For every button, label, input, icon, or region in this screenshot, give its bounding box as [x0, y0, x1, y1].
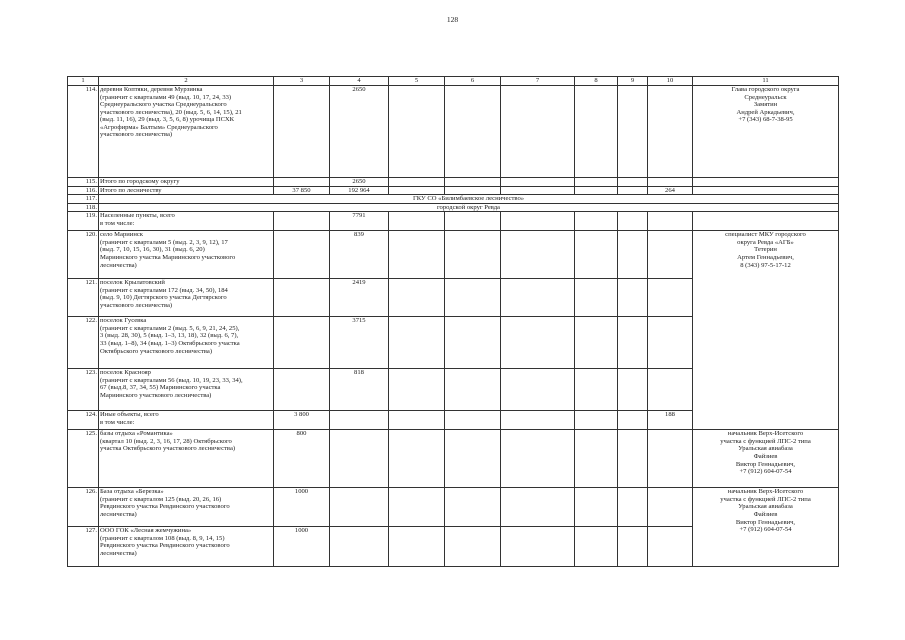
cell-4: 3715: [330, 317, 389, 369]
row-name: поселок Крылатовский (граничит с кварталами 172 (выд. 34, 50), 184 (выд. 9, 10) Дегтярского участка Дегтярского участкового лесничества): [99, 279, 274, 317]
cell-6: [445, 212, 501, 231]
row-name: ООО ГОК «Лесная жемчужина» (граничит с кварталом 108 (выд. 8, 9, 14, 15) Ревдинского участка Ревдинского участкового лесничества): [99, 527, 274, 567]
cell-9: [618, 212, 648, 231]
cell-9: [618, 411, 648, 430]
cell-7: [501, 212, 575, 231]
cell-4: 818: [330, 369, 389, 411]
cell-4: 7791: [330, 212, 389, 231]
cell-4: [330, 430, 389, 488]
table-row: [68, 231, 839, 279]
cell-10: [648, 527, 693, 567]
cell-8: [575, 369, 618, 411]
row-name: Населенные пункты, всего в том числе:: [99, 212, 274, 231]
cell-9: [618, 86, 648, 178]
cell-8: [575, 488, 618, 527]
cell-4: 2419: [330, 279, 389, 317]
table-row: [68, 430, 839, 488]
cell-5: [389, 411, 445, 430]
cell-6: [445, 430, 501, 488]
cell-4: 2650: [330, 178, 389, 187]
cell-8: [575, 317, 618, 369]
table-row: [68, 488, 839, 527]
header-cell: 7: [501, 77, 575, 86]
row-number: 114.: [68, 86, 99, 178]
cell-3: 1000: [274, 527, 330, 567]
cell-7: [501, 186, 575, 195]
cell-9: [618, 186, 648, 195]
cell-7: [501, 430, 575, 488]
cell-5: [389, 430, 445, 488]
row-name: село Мариинск (граничит с кварталами 5 (выд. 2, 3, 9, 12), 17 (выд. 7, 10, 15, 16, 30), 31 (выд. 6, 20) Мариинского участка Мариинского участкового лесничества): [99, 231, 274, 279]
cell-8: [575, 430, 618, 488]
cell-3: 37 850: [274, 186, 330, 195]
cell-4: 2650: [330, 86, 389, 178]
row-name: База отдыха «Березка» (граничит с кварталом 125 (выд. 20, 26, 16) Ревдинского участка Ревдинского участкового лесничества): [99, 488, 274, 527]
cell-7: [501, 488, 575, 527]
cell-7: [501, 317, 575, 369]
cell-4: 839: [330, 231, 389, 279]
cell-10: [648, 430, 693, 488]
cell-6: [445, 279, 501, 317]
cell-8: [575, 279, 618, 317]
data-table: [67, 76, 839, 567]
cell-5: [389, 369, 445, 411]
row-name: деревня Коптяки, деревня Мурзинка (граничит с кварталами 49 (выд. 10, 17, 24, 33) Среднеуральского участка Среднеуральского участкового лесничества), 20 (выд. 5, 6, 14, 15), 21 (выд. 11, 16), 29 (выд. 3, 5, 6, 8) урочища ПСХК «Агрофирма» Балтым» Среднеуральского участкового лесничества): [99, 86, 274, 178]
section-subheading: городской округ Ревда: [99, 203, 839, 212]
row-number: 126.: [68, 488, 99, 527]
cell-4: 192 964: [330, 186, 389, 195]
row-number: 121.: [68, 279, 99, 317]
row-name: Итого по лесничеству: [99, 186, 274, 195]
row-number: 127.: [68, 527, 99, 567]
row-number: 122.: [68, 317, 99, 369]
row-name: поселок Краснояр (граничит с кварталами 56 (выд. 10, 19, 23, 33, 34), 67 (выд.8, 37, 34, 55) Мариинского участка Мариинского участкового лесничества): [99, 369, 274, 411]
cell-9: [618, 317, 648, 369]
cell-5: [389, 317, 445, 369]
table-row: [68, 212, 839, 231]
row-number: 118.: [68, 203, 99, 212]
row-name: поселок Гусевка (граничит с кварталами 2 (выд. 5, 6, 9, 21, 24, 25), 3 (выд. 28, 30), 5 (выд. 1–3, 13, 18), 32 (выд. 6, 7), 33 (выд. 1–8), 34 (выд. 1–3) Октябрьского участка Октябрьского участкового лесничества): [99, 317, 274, 369]
cell-10: [648, 279, 693, 317]
table-row: [68, 186, 839, 195]
header-cell: 11: [693, 77, 839, 86]
cell-10: 264: [648, 186, 693, 195]
table-row: [68, 203, 839, 212]
row-number: 124.: [68, 411, 99, 430]
cell-8: [575, 527, 618, 567]
row-name: базы отдыха «Романтика» (квартал 10 (выд. 2, 3, 16, 17, 28) Октябрьского участка Октябрьского участкового лесничества): [99, 430, 274, 488]
cell-4: [330, 488, 389, 527]
header-cell: 9: [618, 77, 648, 86]
cell-10: [648, 178, 693, 187]
contact-cell: начальник Верх-Исетского участка с функцией ЛПС-2 типа Уральская авиабаза Файзиев Виктор Геннадьевич, +7 (912) 604-07-54: [693, 430, 839, 488]
cell-9: [618, 527, 648, 567]
cell-8: [575, 231, 618, 279]
cell-3: [274, 86, 330, 178]
cell-9: [618, 369, 648, 411]
cell-3: 800: [274, 430, 330, 488]
header-cell: 4: [330, 77, 389, 86]
header-row: [68, 77, 839, 86]
cell-7: [501, 231, 575, 279]
cell-5: [389, 231, 445, 279]
cell-6: [445, 488, 501, 527]
cell-3: [274, 212, 330, 231]
cell-6: [445, 317, 501, 369]
section-heading: ГКУ СО «Билимбаевское лесничество»: [99, 195, 839, 204]
cell-9: [618, 178, 648, 187]
cell-3: 3 800: [274, 411, 330, 430]
cell-10: [648, 212, 693, 231]
cell-9: [618, 279, 648, 317]
row-name: Иные объекты, всего в том числе:: [99, 411, 274, 430]
contact-cell: специалист МКУ городского округа Ревда «АГБ» Тетерин Артем Геннадьевич, 8 (343) 97-5-17-12: [693, 231, 839, 430]
cell-8: [575, 86, 618, 178]
row-name: Итого по городскому округу: [99, 178, 274, 187]
cell-4: [330, 527, 389, 567]
row-number: 120.: [68, 231, 99, 279]
cell-10: [648, 488, 693, 527]
cell-10: [648, 369, 693, 411]
row-number: 123.: [68, 369, 99, 411]
cell-7: [501, 86, 575, 178]
header-cell: 8: [575, 77, 618, 86]
cell-5: [389, 178, 445, 187]
header-cell: 2: [99, 77, 274, 86]
cell-3: [274, 279, 330, 317]
cell-5: [389, 488, 445, 527]
cell-4: [330, 411, 389, 430]
cell-8: [575, 178, 618, 187]
cell-7: [501, 411, 575, 430]
cell-8: [575, 411, 618, 430]
cell-6: [445, 369, 501, 411]
cell-8: [575, 186, 618, 195]
cell-10: [648, 231, 693, 279]
row-number: 117.: [68, 195, 99, 204]
table-row: [68, 86, 839, 178]
header-cell: 6: [445, 77, 501, 86]
cell-11: [693, 186, 839, 195]
cell-3: 1000: [274, 488, 330, 527]
row-number: 116.: [68, 186, 99, 195]
cell-7: [501, 369, 575, 411]
cell-5: [389, 212, 445, 231]
cell-9: [618, 488, 648, 527]
cell-3: [274, 369, 330, 411]
row-number: 115.: [68, 178, 99, 187]
cell-9: [618, 430, 648, 488]
cell-5: [389, 186, 445, 195]
cell-3: [274, 178, 330, 187]
contact-cell: Глава городского округа Среднеуральск Замятин Андрей Аркадьевич, +7 (343) 68-7-38-95: [693, 86, 839, 178]
cell-8: [575, 212, 618, 231]
cell-5: [389, 86, 445, 178]
header-cell: 1: [68, 77, 99, 86]
header-cell: 3: [274, 77, 330, 86]
cell-6: [445, 86, 501, 178]
cell-3: [274, 317, 330, 369]
cell-7: [501, 279, 575, 317]
cell-6: [445, 411, 501, 430]
contact-cell: начальник Верх-Исетского участка с функцией ЛПС-2 типа Уральская авиабаза Файзиев Виктор Геннадьевич, +7 (912) 604-07-54: [693, 488, 839, 567]
cell-9: [618, 231, 648, 279]
cell-10: 188: [648, 411, 693, 430]
page-number: 128: [446, 15, 459, 24]
row-number: 119.: [68, 212, 99, 231]
cell-7: [501, 527, 575, 567]
cell-5: [389, 279, 445, 317]
cell-5: [389, 527, 445, 567]
cell-11: [693, 178, 839, 187]
cell-3: [274, 231, 330, 279]
table-row: [68, 195, 839, 204]
cell-6: [445, 527, 501, 567]
table-row: [68, 178, 839, 187]
cell-10: [648, 86, 693, 178]
cell-6: [445, 178, 501, 187]
cell-10: [648, 317, 693, 369]
row-number: 125.: [68, 430, 99, 488]
cell-11: [693, 212, 839, 231]
cell-7: [501, 178, 575, 187]
cell-6: [445, 186, 501, 195]
header-cell: 10: [648, 77, 693, 86]
cell-6: [445, 231, 501, 279]
header-cell: 5: [389, 77, 445, 86]
